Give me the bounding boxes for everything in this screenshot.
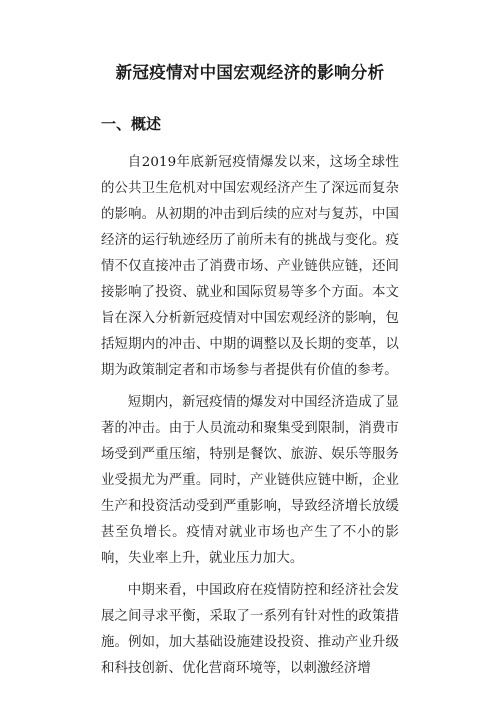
paragraph-2: 短期内，新冠疫情的爆发对中国经济造成了显著的冲击。由于人员流动和聚集受到限制，消费市场受到严重压缩，特别是餐饮、旅游、娱乐等服务业受损尤为严重。同时，产业链供应链中断，企业生产和投资活动受到严重影响，导致经济增长放缓甚至负增长。疫情对就业市场也产生了不小的影响，失业率上升，就业压力加大。 (101, 395, 399, 566)
paragraph-3: 中期来看，中国政府在疫情防控和经济社会发展之间寻求平衡，采取了一系列有针对性的政策措施。例如，加大基础设施建设投资、推动产业升级和科技创新、优化营商环境等，以刺激经济增 (101, 583, 399, 676)
section-heading: 一、概述 (101, 115, 162, 133)
document-title: 新冠疫情对中国宏观经济的影响分析 (115, 63, 385, 82)
paragraph-1: 自2019年底新冠疫情爆发以来，这场全球性的公共卫生危机对中国宏观经济产生了深远而复杂的影响。从初期的冲击到后续的应对与复苏，中国经济的运行轨迹经历了前所未有的挑战与变化。疫情不仅直接冲击了消费市场、产业链供应链，还间接影响了投资、就业和国际贸易等多个方面。本文旨在深入分析新冠疫情对中国宏观经济的影响，包括短期内的冲击、中期的调整以及长期的变革，以期为政策制定者和市场参与者提供有价值的参考。 (101, 155, 399, 378)
document-body (101, 150, 399, 688)
